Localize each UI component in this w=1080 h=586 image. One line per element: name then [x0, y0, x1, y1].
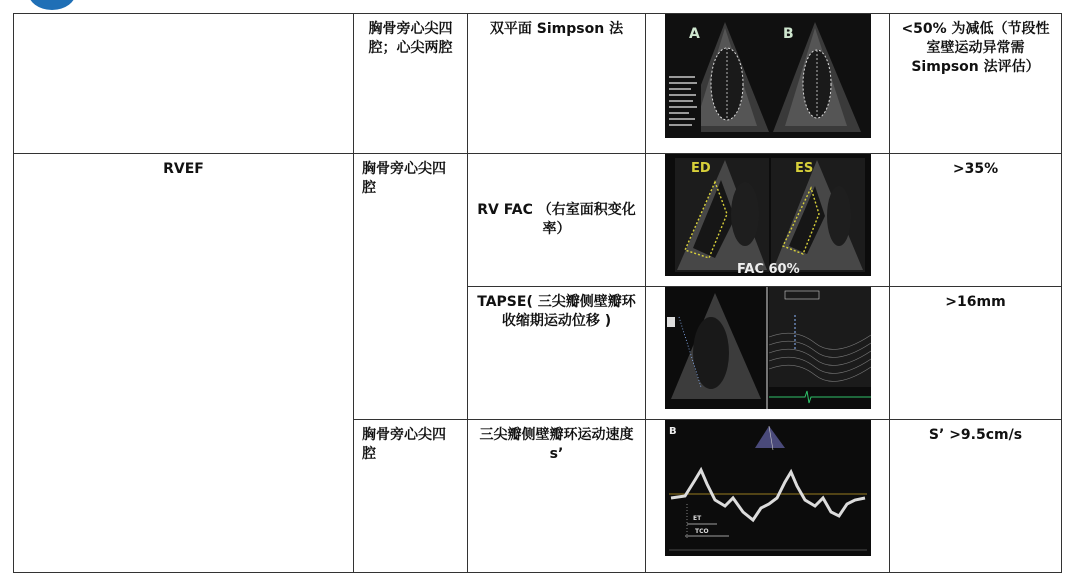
- et-label: ET: [692, 515, 701, 522]
- normal-cell: [890, 154, 1062, 287]
- table-row: [14, 154, 1062, 287]
- image-cell: [646, 154, 890, 287]
- normal-text: >16mm: [945, 294, 1006, 310]
- logo: [28, 0, 76, 10]
- view-b-label: B: [782, 26, 794, 42]
- tco-label: TCO: [694, 528, 709, 535]
- normal-text: <50% 为减低（节段性室壁运动异常需 Simpson 法评估）: [901, 21, 1050, 75]
- normal-text: >35%: [952, 161, 999, 177]
- method-text: RV FAC （右室面积变化率）: [477, 202, 636, 237]
- view-cell: [354, 420, 468, 573]
- view-text: 胸骨旁心尖四腔: [362, 161, 446, 196]
- tapse-echo-image: [665, 287, 871, 409]
- view-text: 胸骨旁心尖四腔: [362, 427, 446, 462]
- normal-cell: [890, 287, 1062, 420]
- image-cell: [646, 287, 890, 420]
- image-cell: [646, 420, 890, 573]
- fac-caption: FAC 60%: [736, 262, 800, 276]
- parameter-cell: [14, 14, 354, 154]
- image-cell: [646, 14, 890, 154]
- echo-parameter-table: [13, 13, 1062, 573]
- method-cell: [468, 420, 646, 573]
- normal-cell: [890, 420, 1062, 573]
- view-cell: [354, 154, 468, 420]
- es-label: ES: [794, 161, 813, 176]
- table-row: [14, 14, 1062, 154]
- panel-b-label: B: [668, 426, 677, 437]
- view-cell: [354, 14, 468, 154]
- normal-text: S’ >9.5cm/s: [928, 427, 1023, 443]
- method-cell: [468, 154, 646, 287]
- method-cell: [468, 14, 646, 154]
- view-text: 胸骨旁心尖四腔；心尖两腔: [368, 21, 453, 56]
- method-text: 三尖瓣侧壁瓣环运动速度 s’: [479, 427, 634, 462]
- method-cell: [468, 287, 646, 420]
- parameter-cell: [14, 154, 354, 573]
- view-a-label: A: [688, 26, 700, 42]
- biplane-simpson-echo-image: [665, 14, 871, 138]
- method-text: TAPSE( 三尖瓣侧壁瓣环收缩期运动位移 ): [477, 294, 636, 329]
- normal-cell: [890, 14, 1062, 154]
- tissue-doppler-echo-image: [665, 420, 871, 556]
- ed-label: ED: [690, 161, 711, 176]
- parameter-text: RVEF: [163, 161, 204, 177]
- method-text: 双平面 Simpson 法: [489, 21, 624, 37]
- rv-fac-echo-image: [665, 154, 871, 276]
